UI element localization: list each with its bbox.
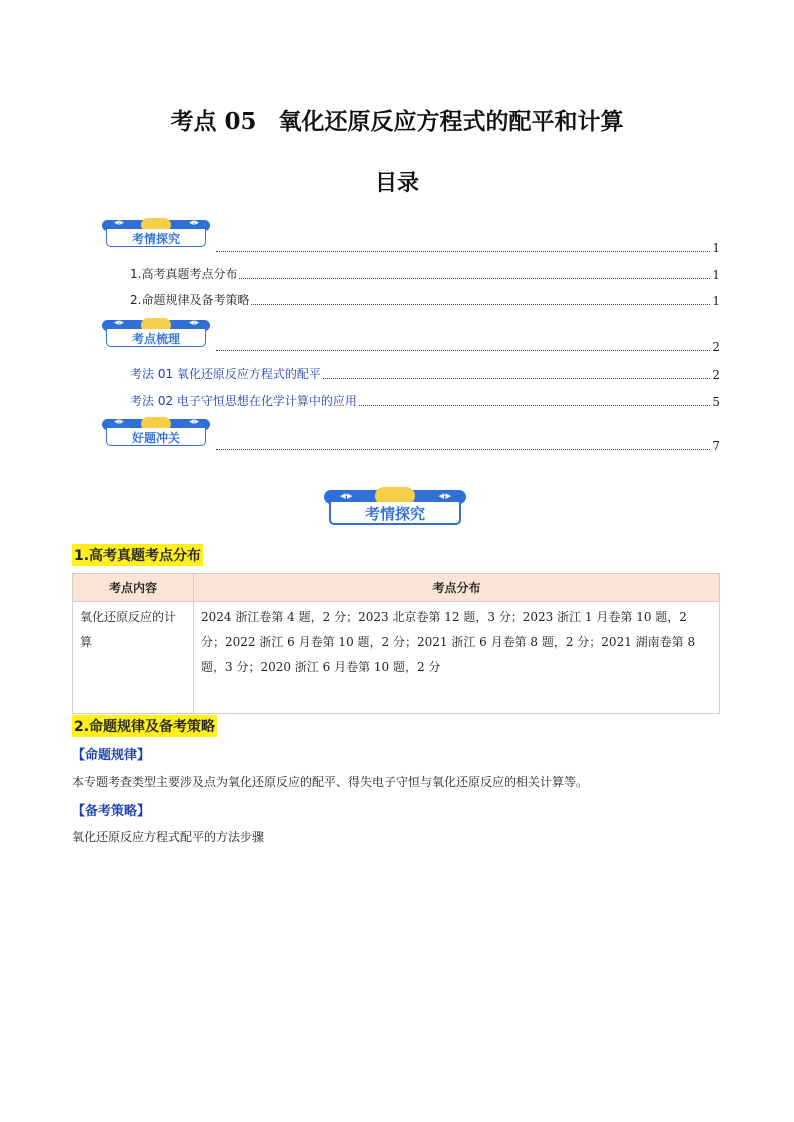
toc-page: 2 bbox=[712, 368, 720, 382]
toc-entry-distribution[interactable]: 1.高考真题考点分布 1 bbox=[130, 267, 720, 282]
toc-badge-haoti[interactable] bbox=[102, 419, 210, 447]
title-text: 氧化还原反应方程式的配平和计算 bbox=[278, 109, 624, 135]
toc-badge-kaoqing[interactable] bbox=[102, 220, 210, 248]
toc-page: 1 bbox=[712, 294, 720, 308]
toc-page: 5 bbox=[712, 395, 720, 409]
toc-page: 1 bbox=[712, 268, 720, 282]
toc-title: 目录 bbox=[374, 171, 419, 196]
toc-entry-method-02[interactable]: 考法 02 电子守恒思想在化学计算中的应用 5 bbox=[130, 394, 720, 409]
rule-text: 本专题考查类型主要涉及点为氧化还原反应的配平、得失电子守恒与氧化还原反应的相关计算等。 bbox=[72, 775, 589, 789]
table-row bbox=[73, 602, 720, 714]
distribution-table bbox=[72, 573, 720, 714]
toc-badge-kaodian[interactable] bbox=[102, 320, 210, 348]
toc-page: 2 bbox=[712, 340, 720, 354]
table-header: 考点内容 bbox=[73, 574, 194, 602]
section-heading-distribution: 1.高考真题考点分布 bbox=[72, 544, 203, 566]
table-cell-distribution: 2024 浙江卷第 4 题，2 分；2023 北京卷第 12 题，3 分；2023 浙江 1 月卷第 10 题，2 分；2022 浙江 6 月卷第 10 题，2 分；2021 浙江 6 月卷第 8 题，2 分；2021 湖南卷第 8 题，3 分；2020 浙江 6 月卷第 10 题，2 分 bbox=[194, 602, 720, 714]
section-heading-strategy: 2.命题规律及备考策略 bbox=[72, 715, 217, 737]
toc-entry-haoti[interactable] bbox=[214, 439, 720, 453]
page-title bbox=[0, 103, 794, 136]
toc-badge-label: 好题冲关 bbox=[131, 431, 180, 445]
section-badge bbox=[324, 490, 466, 526]
strategy-text: 氧化还原反应方程式配平的方法步骤 bbox=[72, 830, 265, 844]
toc-entry-method-01[interactable]: 考法 01 氧化还原反应方程式的配平 2 bbox=[130, 367, 720, 382]
strategy-label: 【备考策略】 bbox=[72, 804, 151, 819]
rule-label: 【命题规律】 bbox=[72, 748, 151, 763]
toc-badge-label: 考点梳理 bbox=[131, 332, 180, 346]
toc-page: 1 bbox=[712, 241, 720, 255]
toc-entry-kaoqing[interactable] bbox=[214, 241, 720, 255]
table-cell-topic: 氧化还原反应的计算 bbox=[73, 602, 194, 714]
title-code: 考点 05 bbox=[170, 108, 257, 135]
toc-entry-kaodian[interactable] bbox=[214, 340, 720, 354]
table-header: 考点分布 bbox=[194, 574, 720, 602]
toc-page: 7 bbox=[712, 439, 720, 453]
toc-entry-strategy[interactable]: 2.命题规律及备考策略 1 bbox=[130, 293, 720, 308]
toc-badge-label: 考情探究 bbox=[131, 232, 180, 246]
section-badge-label: 考情探究 bbox=[364, 505, 425, 523]
